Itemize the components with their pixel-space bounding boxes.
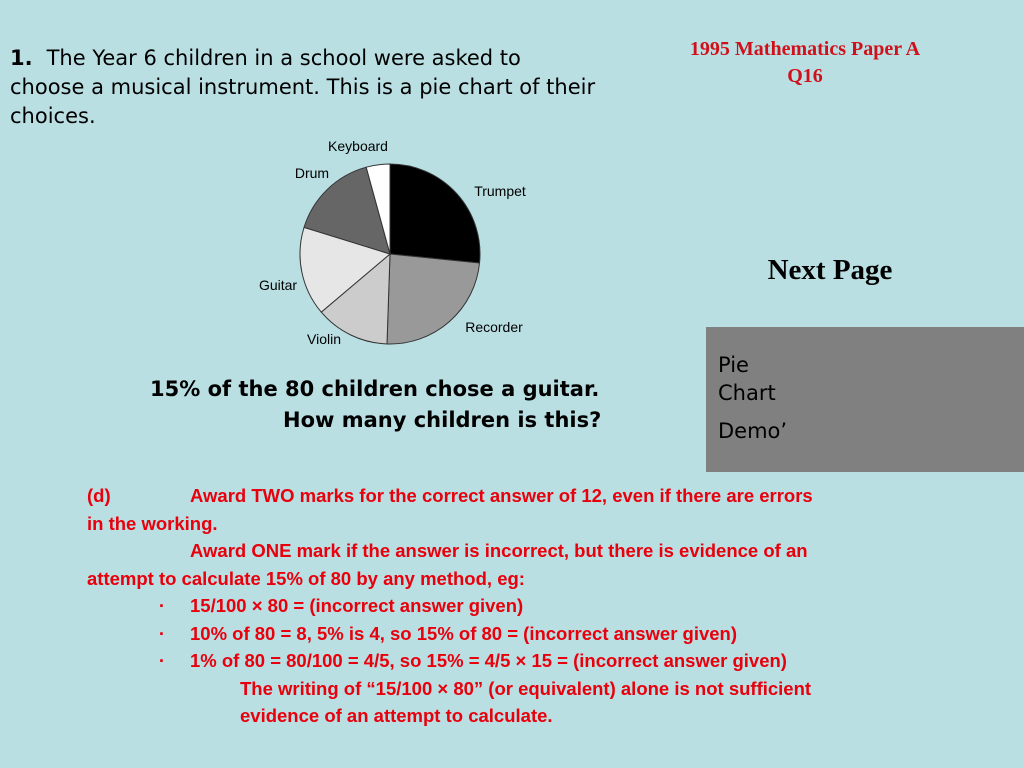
pie-label-trumpet: Trumpet (474, 183, 526, 199)
question-line-2: choose a musical instrument. This is a pie chart of their (10, 75, 596, 99)
demo-line-3: Demo’ (718, 419, 788, 443)
scheme-bullet-text: 15/100 × 80 = (incorrect answer given) (190, 595, 524, 616)
question-line-1: The Year 6 children in a school were asked to (46, 46, 521, 70)
scheme-note-b: evidence of an attempt to calculate. (240, 705, 553, 726)
pie-slice-trumpet (390, 164, 480, 263)
source-reference (650, 36, 960, 90)
bullet-icon: · (158, 595, 166, 616)
bullet-icon: · (158, 650, 166, 671)
next-page-link[interactable]: Next Page (767, 254, 893, 286)
bullet-icon: · (158, 622, 166, 644)
pie-chart (230, 138, 570, 363)
scheme-bullet-text: 1% of 80 = 80/100 = 4/5, so 15% = 4/5 × 15 = (incorrect answer given) (190, 650, 787, 671)
scheme-bullet-text: 10% of 80 = 8, 5% is 4, so 15% of 80 = (incorrect answer given) (190, 622, 738, 644)
scheme-bullet-item (87, 620, 987, 648)
scheme-bullet-item (87, 647, 987, 675)
source-line-1: 1995 Mathematics Paper A (689, 38, 921, 60)
demo-line-1: Pie (718, 353, 749, 377)
scheme-part-label: (d) (87, 485, 111, 506)
scheme-award-two-a: Award TWO marks for the correct answer of 12, even if there are errors (190, 485, 813, 506)
scheme-note-a: The writing of “15/100 × 80” (or equivalent) alone is not sufficient (240, 677, 812, 699)
pie-chart-demo-button[interactable] (706, 327, 1024, 472)
source-line-2: Q16 (787, 65, 823, 87)
demo-line-2: Chart (718, 381, 776, 405)
pie-label-drum: Drum (294, 165, 330, 181)
question-number: 1. (10, 46, 33, 70)
question-prompt (120, 374, 730, 436)
question-text (10, 44, 740, 131)
scheme-award-one-b: attempt to calculate 15% of 80 by any method, eg: (87, 567, 525, 589)
scheme-award-one-a: Award ONE mark if the answer is incorrect, but there is evidence of an (190, 540, 808, 561)
pie-label-keyboard: Keyboard (328, 138, 388, 154)
prompt-line-2: How many children is this? (283, 408, 602, 432)
scheme-award-two-b: in the working. (87, 512, 218, 534)
pie-label-violin: Violin (307, 331, 341, 347)
pie-label-recorder: Recorder (465, 319, 523, 335)
pie-label-guitar: Guitar (258, 277, 298, 293)
scheme-bullet-item (87, 592, 987, 620)
question-line-3: choices. (10, 104, 96, 128)
mark-scheme (87, 482, 987, 730)
prompt-line-1: 15% of the 80 children chose a guitar. (150, 377, 600, 401)
